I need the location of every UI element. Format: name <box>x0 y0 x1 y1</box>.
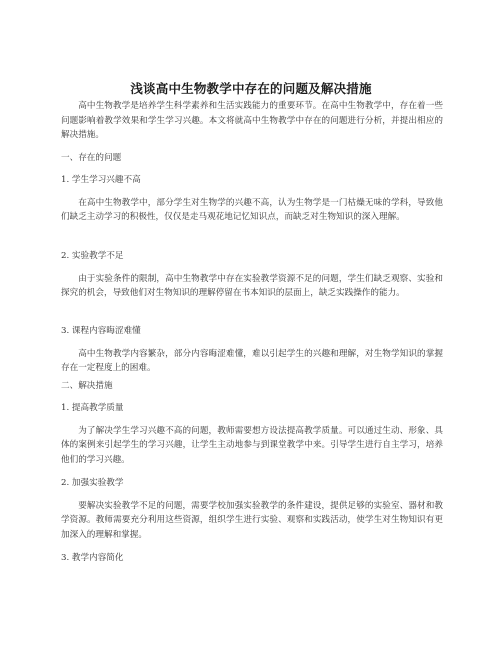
problem-3-text: 高中生物教学内容繁杂，部分内容晦涩难懂，难以引起学生的兴趣和理解，对生物学知识的掌握存在一定程度上的困难。 <box>61 348 443 373</box>
solution-item-1 <box>61 401 443 467</box>
intro-paragraph: 高中生物教学是培养学生科学素养和生活实践能力的重要环节。在高中生物教学中，存在着一些问题影响着教学效果和学生学习兴趣。本文将就高中生物教学中存在的问题进行分析，并提出相应的解决措施。 <box>61 101 443 140</box>
solution-1-label: 1. 提高教学质量 <box>61 403 124 413</box>
section-heading-solutions: 二、解决措施 <box>61 381 113 391</box>
problem-item-1 <box>61 173 443 225</box>
solution-item-2 <box>61 476 443 542</box>
solution-2-text: 要解决实验教学不足的问题，需要学校加强实验教学的条件建设，提供足够的实验室、器材和教学资源。教师需要充分利用这些资源，组织学生进行实验、观察和实践活动，使学生对生物知识有更加深入的理解和掌握。 <box>61 500 443 540</box>
solution-2-label: 2. 加强实验教学 <box>61 478 124 488</box>
problem-1-label: 1. 学生学习兴趣不高 <box>61 175 141 185</box>
section-solutions <box>61 379 443 394</box>
problem-item-2 <box>61 249 443 301</box>
problem-2-label: 2. 实验教学不足 <box>61 251 124 261</box>
document-body <box>61 99 443 143</box>
document-title: 浅谈高中生物教学中存在的问题及解决措施 <box>130 81 372 96</box>
solution-1-text: 为了解决学生学习兴趣不高的问题，教师需要想方设法提高教学质量。可以通过生动、形象、具体的案例来引起学生的学习兴趣，让学生主动地参与到课堂教学中来。引导学生进行自主学习，培养他们的学习兴趣。 <box>61 425 443 465</box>
problem-1-text: 在高中生物教学中，部分学生对生物学的兴趣不高，认为生物学是一门枯燥无味的学科，导致他们缺乏主动学习的积极性，仅仅是走马观花地记忆知识点，而缺乏对生物知识的深入理解。 <box>61 197 443 222</box>
solution-3-label: 3. 教学内容简化 <box>61 553 124 563</box>
problem-3-label: 3. 课程内容晦涩难懂 <box>61 326 141 336</box>
section-heading-problems: 一、存在的问题 <box>61 153 122 163</box>
problem-item-3 <box>61 324 443 376</box>
section-problems <box>61 151 443 166</box>
solution-item-3 <box>61 551 443 566</box>
problem-2-text: 由于实验条件的限制，高中生物教学中存在实验教学资源不足的问题，学生们缺乏观察、实验和探究的机会，导致他们对生物知识的理解停留在书本知识的层面上，缺乏实践操作的能力。 <box>61 273 443 298</box>
